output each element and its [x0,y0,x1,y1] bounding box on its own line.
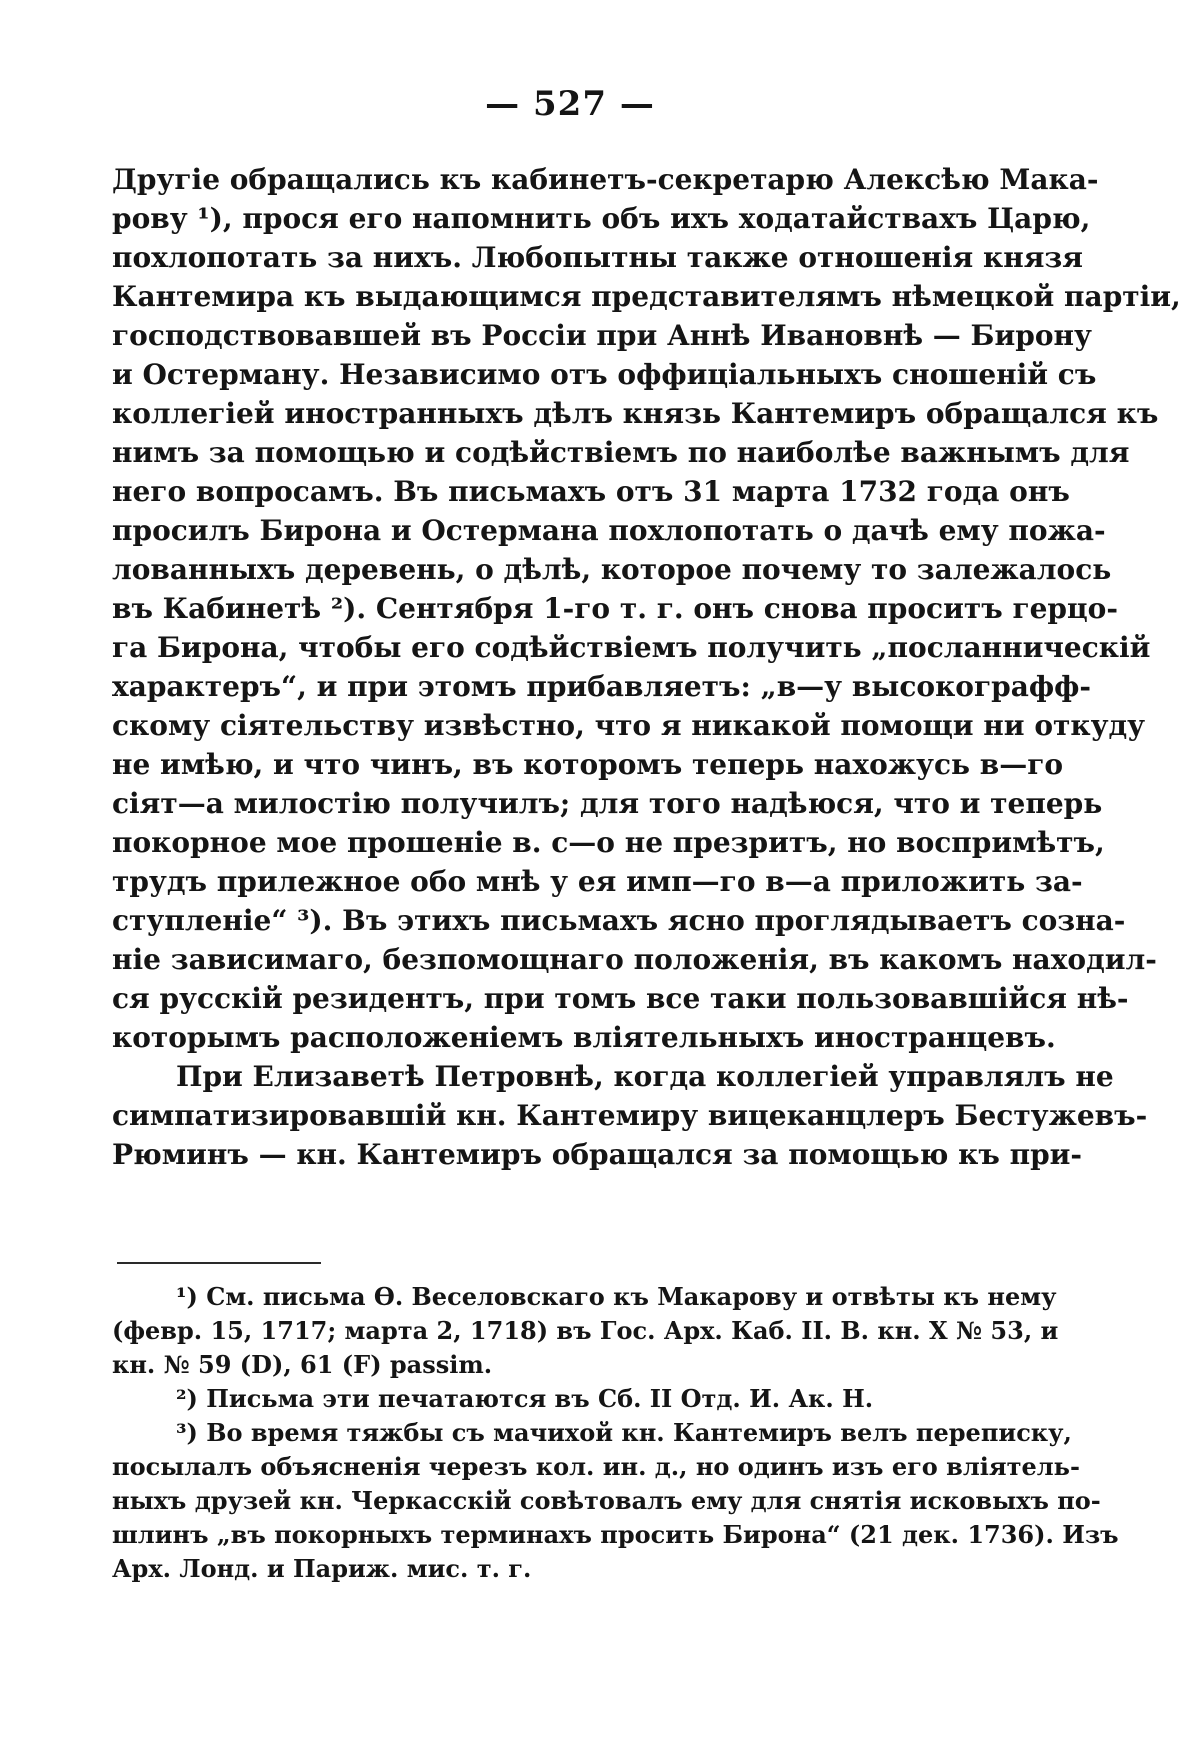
text-line: ступленіе“ ³). Въ этихъ письмахъ ясно проглядываетъ созна- [112,904,1126,937]
text-line: ніе зависимаго, безпомощнаго положенія, въ какомъ находил- [112,943,1157,976]
footnote-line: ²) Письма эти печатаются въ Сб. II Отд. И. Ак. Н. [176,1384,874,1413]
text-line: не имѣю, и что чинъ, въ которомъ теперь нахожусь в—го [112,748,1064,781]
text-line: характеръ“, и при этомъ прибавляетъ: „в—у высокографф- [112,670,1091,703]
text-line: симпатизировавшій кн. Кантемиру вицеканцлеръ Бестужевъ- [112,1099,1148,1132]
text-line: похлопотать за нихъ. Любопытны также отношенія князя [112,241,1083,274]
text-line: трудъ прилежное обо мнѣ у ея имп—го в—а приложить за- [112,865,1083,898]
text-line: скому сіятельству извѣстно, что я никакой помощи ни откуду [112,709,1146,742]
footnote-line: ³) Во время тяжбы съ мачихой кн. Кантемиръ велъ переписку, [176,1418,1072,1447]
footnote-line: посылалъ объясненія черезъ кол. ин. д., но одинъ изъ его вліятель- [112,1452,1080,1481]
footnotes [112,1280,1119,1586]
text-line: лованныхъ деревень, о дѣлѣ, которое почему то залежалось [112,553,1112,586]
text-line: и Остерману. Независимо отъ оффиціальныхъ сношеній съ [112,358,1097,391]
footnote-divider [117,1262,321,1264]
text-line: рову ¹), прося его напомнить объ ихъ ходатайствахъ Царю, [112,202,1091,235]
footnote-line: (февр. 15, 1717; марта 2, 1718) въ Гос. Арх. Каб. II. В. кн. X № 53, и [112,1316,1059,1345]
footnote-line: Арх. Лонд. и Париж. мис. т. г. [112,1554,532,1583]
footnote-line: шлинъ „въ покорныхъ терминахъ просить Бирона“ (21 дек. 1736). Изъ [112,1520,1119,1549]
text-line: Кантемира къ выдающимся представителямъ нѣмецкой партіи, [112,280,1181,313]
text-line: въ Кабинетѣ ²). Сентября 1-го т. г. онъ снова проситъ герцо- [112,592,1118,625]
page-number: — 527 — [485,84,655,124]
text-line: сіят—а милостію получилъ; для того надѣюся, что и теперь [112,787,1103,820]
text-line: просилъ Бирона и Остермана похлопотать о дачѣ ему пожа- [112,514,1106,547]
text-line: га Бирона, чтобы его содѣйствіемъ получить „посланническій [112,631,1151,664]
text-line: покорное мое прошеніе в. с—о не презритъ, но воспримѣтъ, [112,826,1105,859]
footnote-line: ¹) См. письма Ѳ. Веселовскаго къ Макарову и отвѣты къ нему [176,1282,1057,1311]
text-line: Рюминъ — кн. Кантемиръ обращался за помощью къ при- [112,1138,1083,1171]
text-line: него вопросамъ. Въ письмахъ отъ 31 марта 1732 года онъ [112,475,1070,508]
footnote-line: ныхъ друзей кн. Черкасскій совѣтовалъ ему для снятія исковыхъ по- [112,1486,1101,1515]
text-line: ся русскій резидентъ, при томъ все таки пользовавшійся нѣ- [112,982,1129,1015]
text-line: господствовавшей въ Россіи при Аннѣ Ивановнѣ — Бирону [112,319,1092,352]
text-line: нимъ за помощью и содѣйствіемъ по наиболѣе важнымъ для [112,436,1130,469]
text-line: которымъ расположеніемъ вліятельныхъ иностранцевъ. [112,1021,1056,1054]
text-line: При Елизаветѣ Петровнѣ, когда коллегіей управлялъ не [176,1060,1114,1093]
text-line: коллегіей иностранныхъ дѣлъ князь Кантемиръ обращался къ [112,397,1159,430]
footnote-line: кн. № 59 (D), 61 (F) passim. [112,1350,493,1379]
main-text [112,160,1181,1174]
text-line: Другіе обращались къ кабинетъ-секретарю Алексѣю Мака- [112,163,1099,196]
